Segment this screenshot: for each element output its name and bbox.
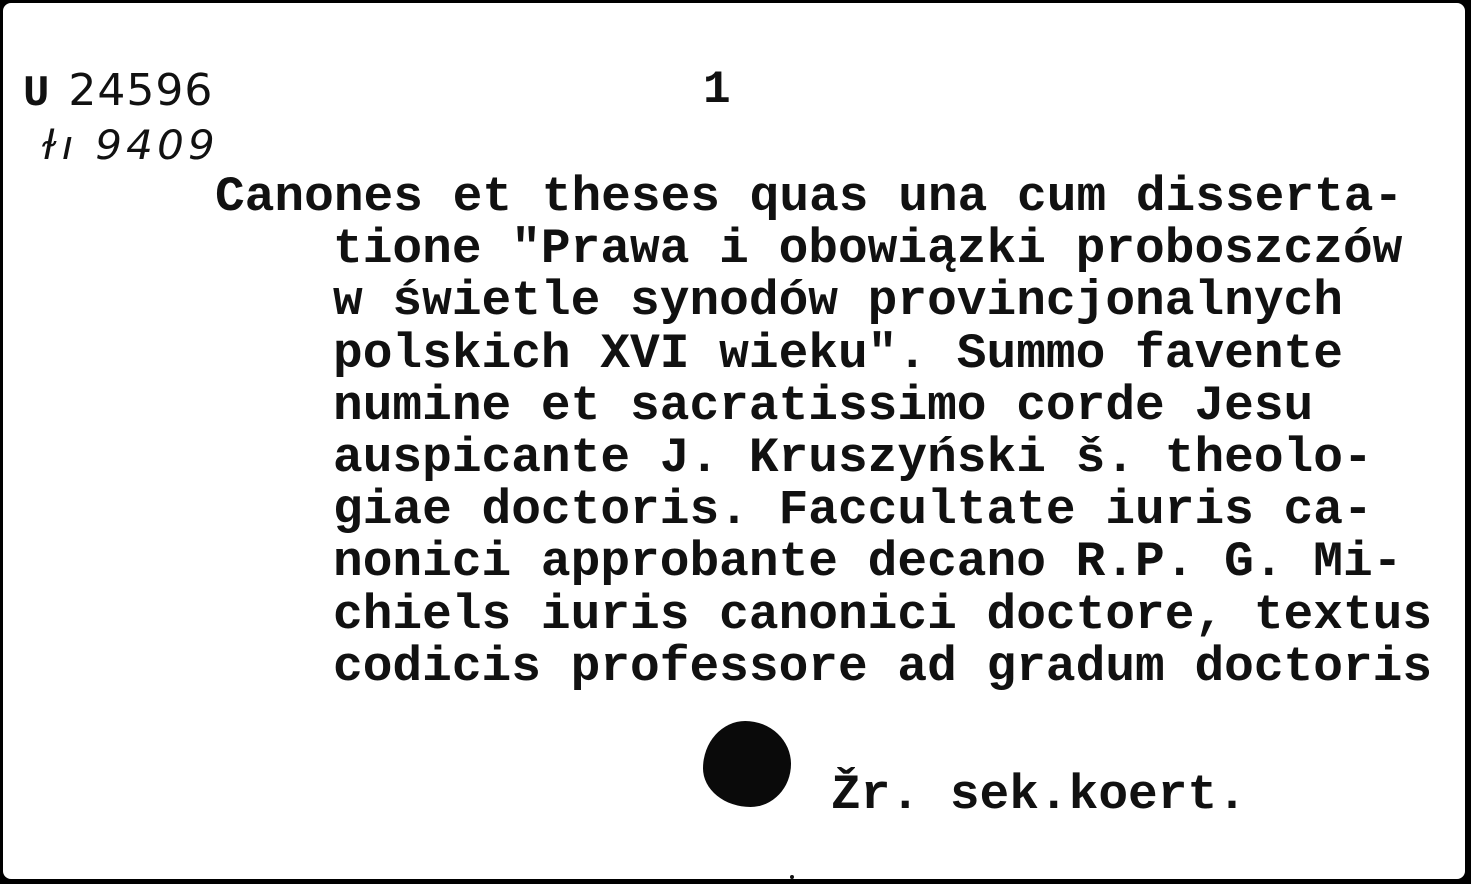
entry-line: w świetle synodów provincjonalnych xyxy=(333,273,1343,330)
entry-line: nonici approbante decano R.P. G. Mi- xyxy=(333,534,1403,591)
entry-line: giae doctoris. Faccultate iuris ca- xyxy=(333,482,1373,539)
card-sequence-number: 1 xyxy=(703,64,731,116)
call-number-prefix: U xyxy=(23,69,51,119)
entry-line: auspicante J. Kruszyński š. theolo- xyxy=(333,430,1373,487)
entry-line: Canones et theses quas una cum disserta- xyxy=(215,169,1404,225)
bibliographic-entry xyxy=(215,169,1465,695)
accession-number-handwritten: ɫı 9409 xyxy=(41,123,219,169)
entry-line: polskich XVI wieku". Summo favente xyxy=(333,325,1343,382)
ink-speck xyxy=(790,875,794,879)
entry-line: tione "Prawa i obowiązki proboszczów xyxy=(333,221,1403,278)
call-number xyxy=(23,65,213,119)
ink-blot-mark xyxy=(703,721,791,807)
entry-line: numine et sacratissimo corde Jesu xyxy=(333,377,1314,434)
source-note: Žr. sek.koert. xyxy=(831,767,1247,823)
catalog-card xyxy=(3,3,1465,879)
call-number-value: 24596 xyxy=(68,65,214,116)
entry-line: codicis professore ad gradum doctoris xyxy=(333,638,1433,695)
entry-line: chiels iuris canonici doctore, textus xyxy=(333,586,1433,643)
